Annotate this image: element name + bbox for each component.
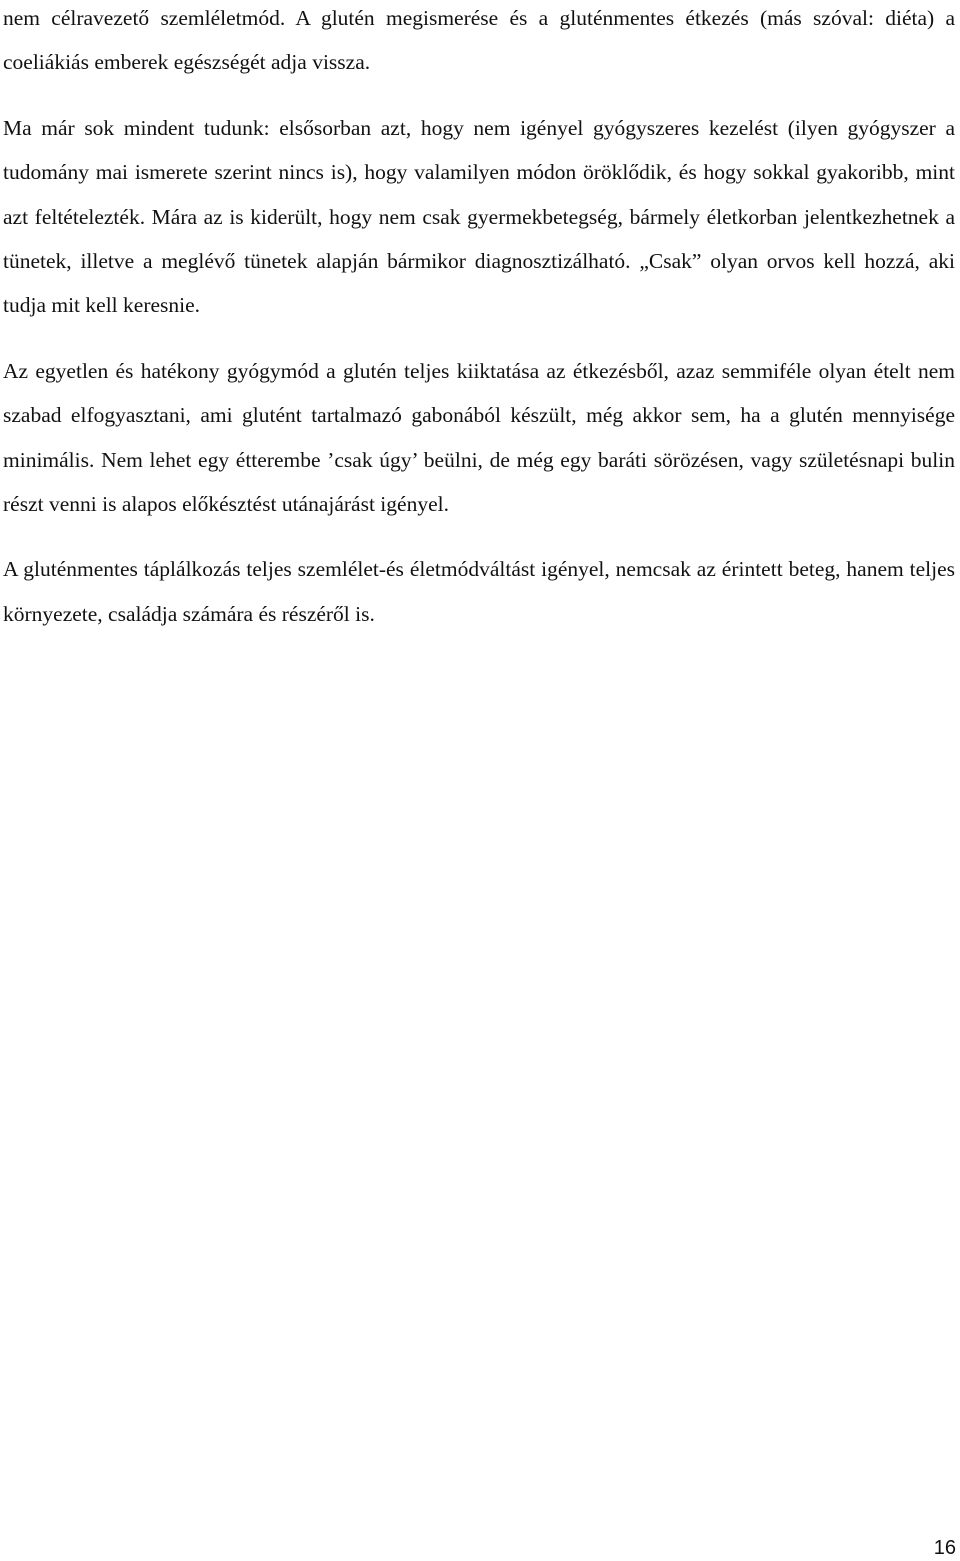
page-number: 16	[933, 1537, 956, 1559]
body-text	[3, 0, 955, 636]
paragraph-2: Ma már sok mindent tudunk: elsősorban azt, hogy nem igényel gyógyszeres kezelést (ilyen gyógyszer a tudomány mai ismerete szerint nincs is), hogy valamilyen módon öröklődik, és hogy sokkal gyakoribb, mint azt feltételezték. Mára az is kiderült, hogy nem csak gyermekbetegség, bármely életkorban jelentkezhetnek a tünetek, illetve a meglévő tünetek alapján bármikor diagnosztizálható. „Csak” olyan orvos kell hozzá, aki tudja mit kell keresnie.	[3, 115, 955, 318]
paragraph-3: Az egyetlen és hatékony gyógymód a glutén teljes kiiktatása az étkezésből, azaz semmiféle olyan ételt nem szabad elfogyasztani, ami glutént tartalmazó gabonából készült, még akkor sem, ha a glutén mennyisége minimális. Nem lehet egy étterembe ’csak úgy’ beülni, de még egy baráti sörözésen, vagy születésnapi bulin részt venni is alapos előkésztést utánajárást igényel.	[3, 358, 955, 517]
paragraph-4: A gluténmentes táplálkozás teljes szemlélet-és életmódváltást igényel, nemcsak az érintett beteg, hanem teljes környezete, családja számára és részéről is.	[3, 557, 955, 626]
paragraph-1: nem célravezető szemléletmód. A glutén megismerése és a gluténmentes étkezés (más szóval: diéta) a coeliákiás emberek egészségét adja vissza.	[3, 6, 955, 75]
